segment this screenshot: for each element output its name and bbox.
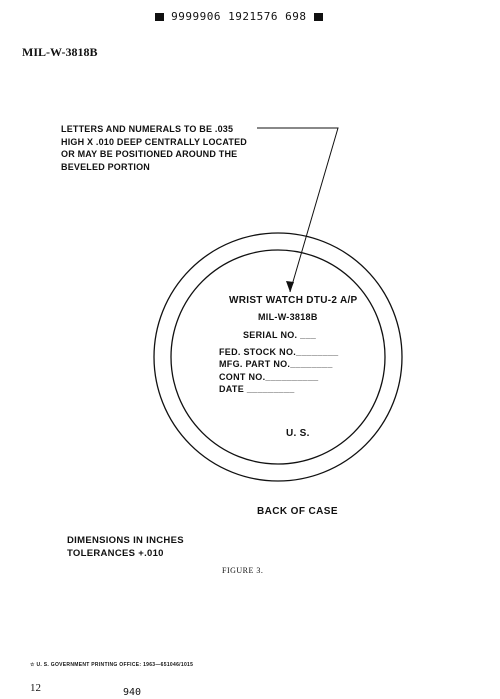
dimensions-line: DIMENSIONS IN INCHES xyxy=(67,535,184,546)
note-line: BEVELED PORTION xyxy=(61,161,151,172)
fed-stock-number-field: FED. STOCK NO.________ xyxy=(219,347,339,357)
us-marking: U. S. xyxy=(286,428,310,439)
dimensions-note xyxy=(67,534,184,560)
marking-note xyxy=(61,123,247,173)
note-line: HIGH X .010 DEEP CENTRALLY LOCATED xyxy=(61,136,248,147)
stamp-number: 940 xyxy=(123,687,142,698)
tolerances-line: TOLERANCES +.010 xyxy=(67,548,164,559)
case-outer-circle xyxy=(154,233,402,481)
leader-line xyxy=(257,128,338,292)
barcode-text: 9999906 1921576 698 xyxy=(171,10,307,23)
figure-caption: FIGURE 3. xyxy=(222,566,264,575)
gpo-imprint: ☆ U. S. GOVERNMENT PRINTING OFFICE: 1963—651046/1015 xyxy=(30,662,194,668)
contract-number-field: CONT NO.__________ xyxy=(219,372,319,382)
document-id: MIL-W-3818B xyxy=(22,45,98,59)
case-title: WRIST WATCH DTU-2 A/P xyxy=(229,295,358,306)
case-spec-number: MIL-W-3818B xyxy=(258,312,318,322)
serial-number-field: SERIAL NO. ___ xyxy=(243,330,317,340)
note-line: LETTERS AND NUMERALS TO BE .035 xyxy=(61,124,234,134)
mfg-part-number-field: MFG. PART NO.________ xyxy=(219,359,333,369)
page-number: 12 xyxy=(30,682,41,694)
leader-arrowhead xyxy=(286,281,294,292)
case-inner-circle xyxy=(171,250,385,464)
back-of-case-label: BACK OF CASE xyxy=(257,506,338,517)
note-line: OR MAY BE POSITIONED AROUND THE xyxy=(61,149,238,159)
date-field: DATE _________ xyxy=(219,384,295,394)
